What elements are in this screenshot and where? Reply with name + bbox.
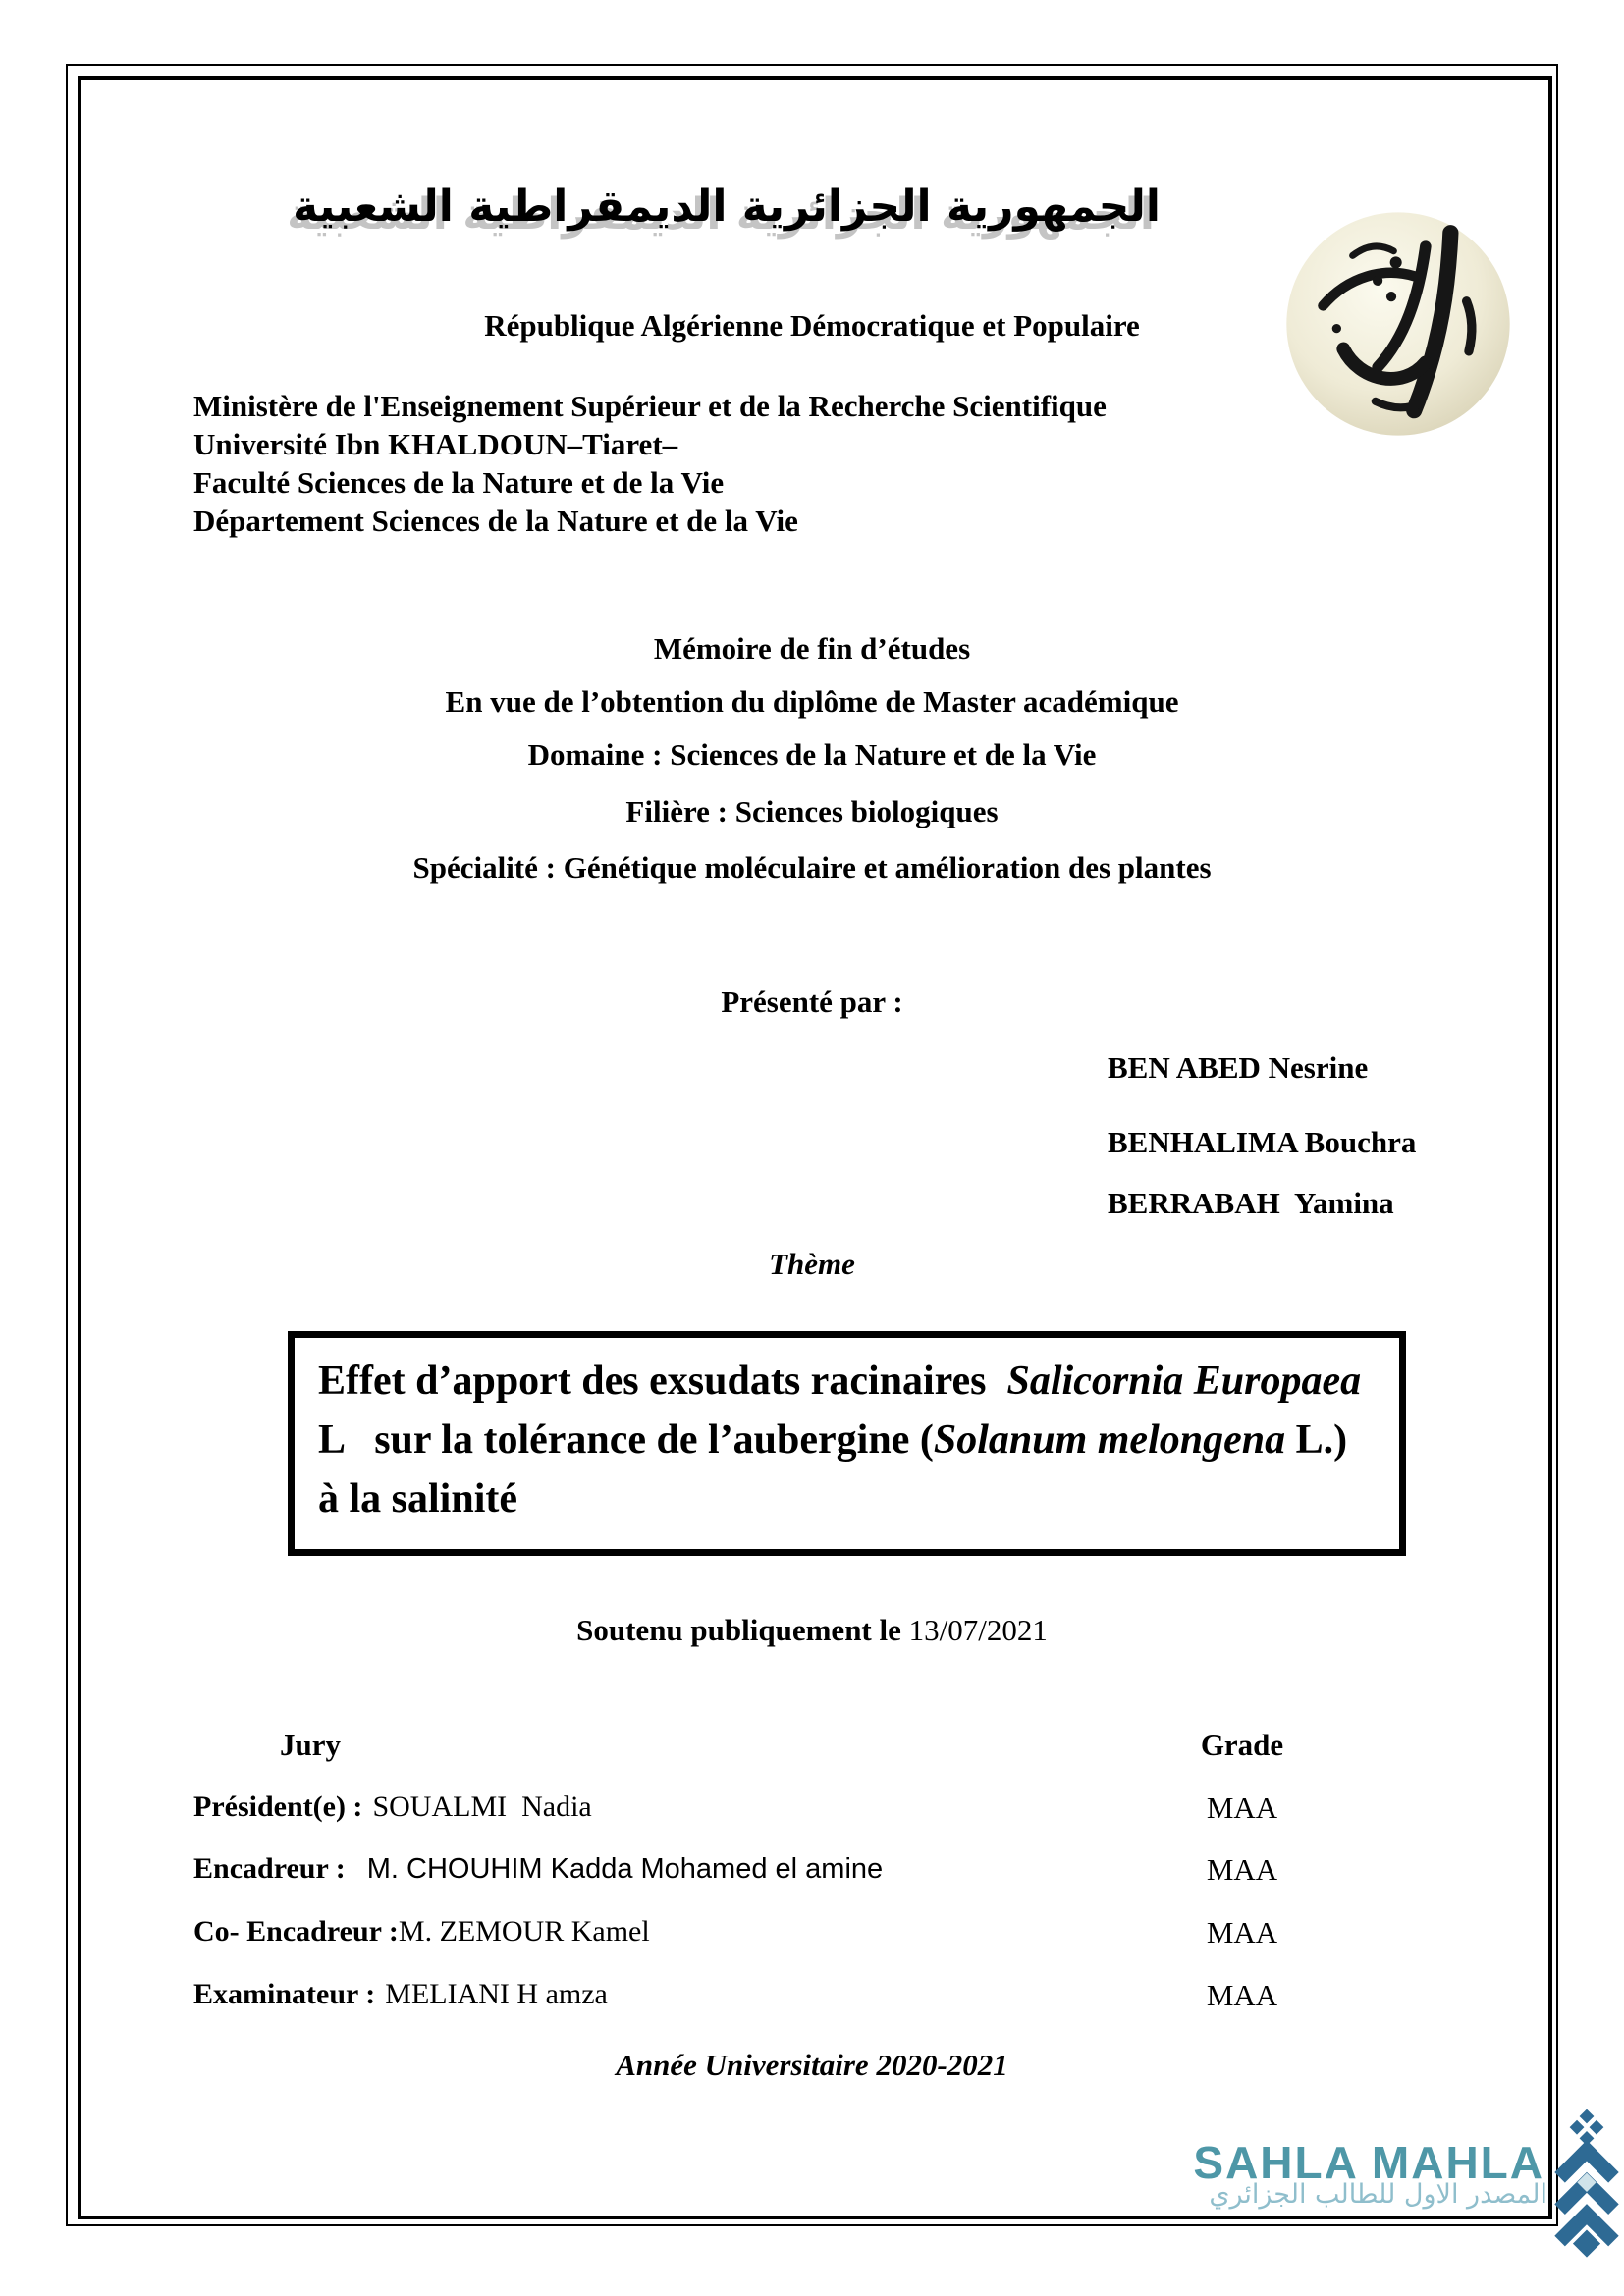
jury-row-examinateur [193,1978,1156,2011]
ministry-block [193,387,1372,540]
title-part: L sur la tolérance de l’aubergine ( [318,1359,1372,1463]
memoire-line: Mémoire de fin d’études [653,631,971,666]
department-line: Département Sciences de la Nature et de la Vie [193,504,798,538]
jury-row-president [193,1790,1156,1824]
title-part: L.) à la salinité [318,1417,1358,1522]
thesis-title-box [288,1331,1406,1556]
jury-row-encadreur [193,1852,1156,1886]
jury-grade: MAA [1206,1915,1278,1949]
author-name: BENHALIMA Bouchra [1108,1125,1417,1159]
obtention-line: En vue de l’obtention du diplôme de Master académique [445,684,1179,719]
domaine-line: Domaine : Sciences de la Nature et de la Vie [527,737,1097,772]
watermark-tagline: المصدر الاول للطالب الجزائري [1209,2179,1547,2210]
watermark-brand: SAHLA MAHLA [1193,2137,1544,2188]
title-part-latin-name: Solanum melongena [933,1417,1286,1463]
jury-member-name: SOUALMI Nadia [372,1790,592,1823]
title-part-latin-name: Salicornia Europaea [1006,1359,1362,1404]
jury-column-header: Jury [280,1728,341,1762]
sahla-mahla-kufic-icon [1549,2107,1624,2266]
jury-member-name: M. CHOUHIM Kadda Mohamed el amine [366,1853,884,1885]
jury-grade: MAA [1206,1852,1278,1887]
jury-role: Président(e) : [193,1790,363,1823]
jury-row-co-encadreur [193,1915,1156,1949]
jury-grade: MAA [1206,1790,1278,1825]
author-name: BEN ABED Nesrine [1108,1050,1369,1085]
university-line: Université Ibn KHALDOUN–Tiaret– [193,427,678,461]
academic-year: Année Universitaire 2020-2021 [616,2048,1008,2082]
arabic-republic-title: الجمهورية الجزائرية الديمقراطية الشعبية [293,182,1161,232]
ministry-line: Ministère de l'Enseignement Supérieur et de la Recherche Scientifique [193,389,1107,423]
jury-role: Co- Encadreur : [193,1915,399,1948]
jury-role: Examinateur : [193,1978,376,2010]
filiere-line: Filière : Sciences biologiques [625,794,999,828]
defense-date: 13/07/2021 [908,1613,1048,1647]
jury-grade: MAA [1206,1978,1278,2012]
republic-line: République Algérienne Démocratique et Populaire [484,308,1140,343]
jury-member-name: M. ZEMOUR Kamel [398,1915,650,1948]
grade-column-header: Grade [1200,1728,1284,1762]
presented-by-label: Présenté par : [721,985,903,1019]
jury-role: Encadreur : [193,1852,346,1885]
defense-date-line [95,1613,1529,1648]
defense-label: Soutenu publiquement le [576,1613,901,1647]
jury-member-name: MELIANI H amza [385,1978,608,2010]
faculty-line: Faculté Sciences de la Nature et de la Vie [193,465,725,500]
author-name: BERRABAH Yamina [1108,1186,1394,1220]
title-part: Effet d’apport des exsudats racinaires [318,1359,1007,1404]
theme-label: Thème [769,1247,855,1281]
watermark-logo-icon [1549,2107,1624,2266]
specialite-line: Spécialité : Génétique moléculaire et amélioration des plantes [412,850,1212,884]
